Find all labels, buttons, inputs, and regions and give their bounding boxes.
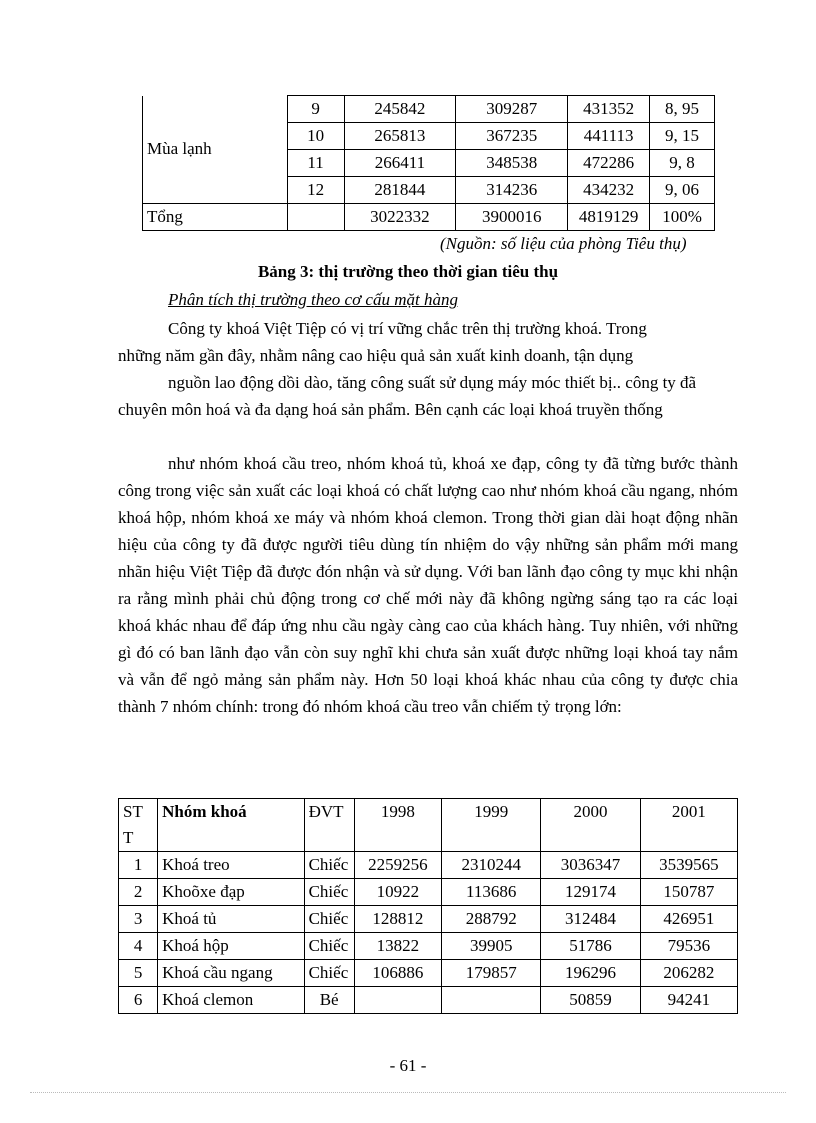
- cell: Chiếc: [304, 906, 354, 933]
- product-group-table: [118, 798, 738, 1014]
- cell: 3036347: [541, 852, 640, 879]
- cell: [442, 987, 541, 1014]
- month-cell: 10: [287, 123, 344, 150]
- month-cell: 9: [287, 96, 344, 123]
- cell: 3: [119, 906, 158, 933]
- paragraph-line: Công ty khoá Việt Tiệp có vị trí vững chắc trên thị trường khoá. Trong: [168, 319, 647, 338]
- header-cell: 2001: [640, 799, 737, 852]
- header-cell: 1998: [354, 799, 441, 852]
- month-cell: 12: [287, 177, 344, 204]
- cell: Khoá hộp: [158, 933, 304, 960]
- value-cell: 348538: [456, 150, 568, 177]
- percent-cell: 9, 06: [650, 177, 715, 204]
- percent-cell: 9, 15: [650, 123, 715, 150]
- cell: [354, 987, 441, 1014]
- header-cell: Nhóm khoá: [158, 799, 304, 852]
- cell: Khoá cầu ngang: [158, 960, 304, 987]
- value-cell: 472286: [568, 150, 650, 177]
- cell: 426951: [640, 906, 737, 933]
- cell: 2: [119, 879, 158, 906]
- table-row: [119, 960, 738, 987]
- paragraph: nguồn lao động dồi dào, tăng công suất sử dụng máy móc thiết bị.. công ty đã chuyên môn hoá và đa dạng hoá sản phẩm. Bên cạnh các loại khoá truyền thống: [118, 373, 697, 419]
- month-cell: [287, 204, 344, 231]
- cell: 13822: [354, 933, 441, 960]
- header-cell: 1999: [442, 799, 541, 852]
- cell: 2310244: [442, 852, 541, 879]
- percent-cell: 100%: [650, 204, 715, 231]
- table-row: [119, 933, 738, 960]
- seasonal-market-table: [142, 95, 715, 231]
- table-header-row: [119, 799, 738, 852]
- value-cell: 367235: [456, 123, 568, 150]
- cell: 79536: [640, 933, 737, 960]
- table-row: [119, 852, 738, 879]
- paragraph: như nhóm khoá cầu treo, nhóm khoá tủ, khoá xe đạp, công ty đã từng bước thành công trong việc sản xuất các loại khoá có chất lượng cao như nhóm khoá cầu ngang, nhóm khoá hộp, nhóm khoá xe máy và nhóm khoá clemon. Trong thời gian dài hoạt động nhãn hiệu của công ty đã được người tiêu dùng tín nhiệm do vậy những sản phẩm mới mang nhãn hiệu Việt Tiệp đã được đón nhận và sử dụng. Với ban lãnh đạo công ty mục khi nhận ra rằng mình phải chủ động trong cơ chế mới này đã không ngừng sáng tạo ra các loại khoá khác nhau để đáp ứng nhu cầu ngày càng cao của khách hàng. Tuy nhiên, với những gì đó có ban lãnh đạo vẫn còn suy nghĩ khi chưa sản xuất được những loại khoá tay nắm và vẫn để ngỏ mảng sản phẩm này. Hơn 50 loại khoá khác nhau của công ty được chia thành 7 nhóm chính: trong đó nhóm khoá cầu treo vẫn chiếm tỷ trọng lớn:: [118, 454, 738, 716]
- cell: 5: [119, 960, 158, 987]
- cell: Bé: [304, 987, 354, 1014]
- total-label: Tổng: [143, 204, 288, 231]
- value-cell: 3900016: [456, 204, 568, 231]
- cell: 128812: [354, 906, 441, 933]
- cell: Chiếc: [304, 960, 354, 987]
- percent-cell: 9, 8: [650, 150, 715, 177]
- cell: Khoá treo: [158, 852, 304, 879]
- cell: 113686: [442, 879, 541, 906]
- cell: 3539565: [640, 852, 737, 879]
- cell: 196296: [541, 960, 640, 987]
- cell: 150787: [640, 879, 737, 906]
- value-cell: 441113: [568, 123, 650, 150]
- cell: 179857: [442, 960, 541, 987]
- cell: Khoá clemon: [158, 987, 304, 1014]
- value-cell: 281844: [344, 177, 456, 204]
- table-source-note: (Nguồn: số liệu của phòng Tiêu thụ): [440, 234, 687, 253]
- value-cell: 309287: [456, 96, 568, 123]
- paragraph-line: những năm gần đây, nhằm nâng cao hiệu quả sản xuất kinh doanh, tận dụng: [118, 346, 634, 365]
- percent-cell: 8, 95: [650, 96, 715, 123]
- cell: 39905: [442, 933, 541, 960]
- cell: Chiếc: [304, 852, 354, 879]
- table-row-total: [143, 204, 715, 231]
- value-cell: 3022332: [344, 204, 456, 231]
- season-cell: Mùa lạnh: [143, 96, 288, 204]
- section-subheading: Phân tích thị trường theo cơ cấu mặt hàng: [168, 290, 458, 309]
- value-cell: 4819129: [568, 204, 650, 231]
- header-cell: ST T: [119, 799, 158, 852]
- cell: 6: [119, 987, 158, 1014]
- cell: 10922: [354, 879, 441, 906]
- cell: 51786: [541, 933, 640, 960]
- cell: 129174: [541, 879, 640, 906]
- value-cell: 265813: [344, 123, 456, 150]
- table-row: [143, 96, 715, 123]
- cell: 312484: [541, 906, 640, 933]
- header-cell: 2000: [541, 799, 640, 852]
- value-cell: 314236: [456, 177, 568, 204]
- cell: 2259256: [354, 852, 441, 879]
- page-bottom-rule: [30, 1092, 786, 1093]
- table-caption: Bảng 3: thị trường theo thời gian tiêu thụ: [257, 262, 559, 281]
- cell: Chiếc: [304, 933, 354, 960]
- value-cell: 245842: [344, 96, 456, 123]
- table-row: [119, 987, 738, 1014]
- cell: 4: [119, 933, 158, 960]
- cell: 206282: [640, 960, 737, 987]
- month-cell: 11: [287, 150, 344, 177]
- cell: Khoõxe đạp: [158, 879, 304, 906]
- header-cell: ĐVT: [304, 799, 354, 852]
- table-row: [119, 879, 738, 906]
- value-cell: 266411: [344, 150, 456, 177]
- cell: 1: [119, 852, 158, 879]
- table-row: [119, 906, 738, 933]
- value-cell: 431352: [568, 96, 650, 123]
- cell: 94241: [640, 987, 737, 1014]
- cell: 50859: [541, 987, 640, 1014]
- cell: Chiếc: [304, 879, 354, 906]
- value-cell: 434232: [568, 177, 650, 204]
- cell: Khoá tủ: [158, 906, 304, 933]
- cell: 106886: [354, 960, 441, 987]
- page-number: - 61 -: [389, 1056, 427, 1075]
- cell: 288792: [442, 906, 541, 933]
